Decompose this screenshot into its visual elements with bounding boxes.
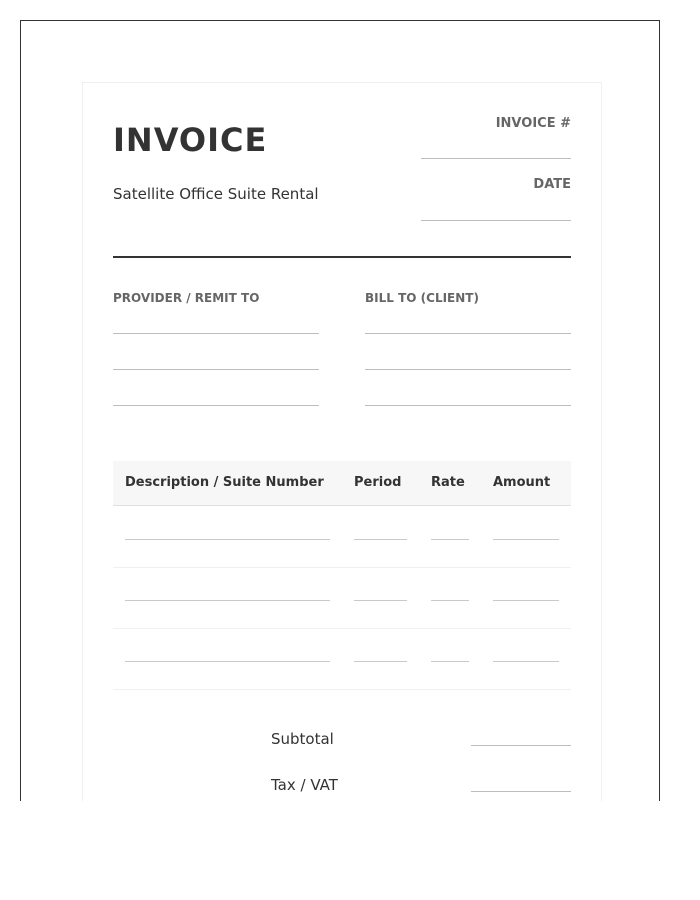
invoice-number-label: INVOICE #: [495, 116, 571, 131]
rate-cell[interactable]: [431, 600, 469, 601]
amount-cell[interactable]: [493, 539, 559, 540]
col-rate-header: Rate: [431, 475, 465, 490]
table-row: [113, 506, 571, 568]
invoice-number-field[interactable]: [421, 158, 571, 159]
provider-line-3[interactable]: [113, 405, 319, 406]
period-cell[interactable]: [354, 539, 407, 540]
table-row: [113, 567, 571, 629]
col-amount-header: Amount: [493, 475, 551, 490]
client-label: BILL TO (CLIENT): [365, 291, 479, 305]
table-row: [113, 628, 571, 690]
period-cell[interactable]: [354, 661, 407, 662]
col-description-header: Description / Suite Number: [125, 475, 324, 490]
description-cell[interactable]: [125, 539, 330, 540]
provider-line-1[interactable]: [113, 333, 319, 334]
tax-label: Tax / VAT: [271, 776, 338, 794]
invoice-sheet: [82, 82, 602, 801]
rate-cell[interactable]: [431, 539, 469, 540]
rate-cell[interactable]: [431, 661, 469, 662]
subtotal-label: Subtotal: [271, 730, 334, 748]
line-items-header: [113, 461, 571, 506]
date-label: DATE: [533, 177, 571, 192]
invoice-subtitle: Satellite Office Suite Rental: [113, 185, 319, 203]
invoice-title: INVOICE: [113, 121, 268, 159]
subtotal-field[interactable]: [471, 745, 571, 746]
client-line-2[interactable]: [365, 369, 571, 370]
amount-cell[interactable]: [493, 661, 559, 662]
col-period-header: Period: [354, 475, 402, 490]
period-cell[interactable]: [354, 600, 407, 601]
provider-line-2[interactable]: [113, 369, 319, 370]
tax-field[interactable]: [471, 791, 571, 792]
page-frame: [20, 20, 660, 801]
provider-label: PROVIDER / REMIT TO: [113, 291, 260, 305]
header-divider: [113, 256, 571, 258]
amount-cell[interactable]: [493, 600, 559, 601]
description-cell[interactable]: [125, 600, 330, 601]
client-line-3[interactable]: [365, 405, 571, 406]
client-line-1[interactable]: [365, 333, 571, 334]
description-cell[interactable]: [125, 661, 330, 662]
date-field[interactable]: [421, 220, 571, 221]
